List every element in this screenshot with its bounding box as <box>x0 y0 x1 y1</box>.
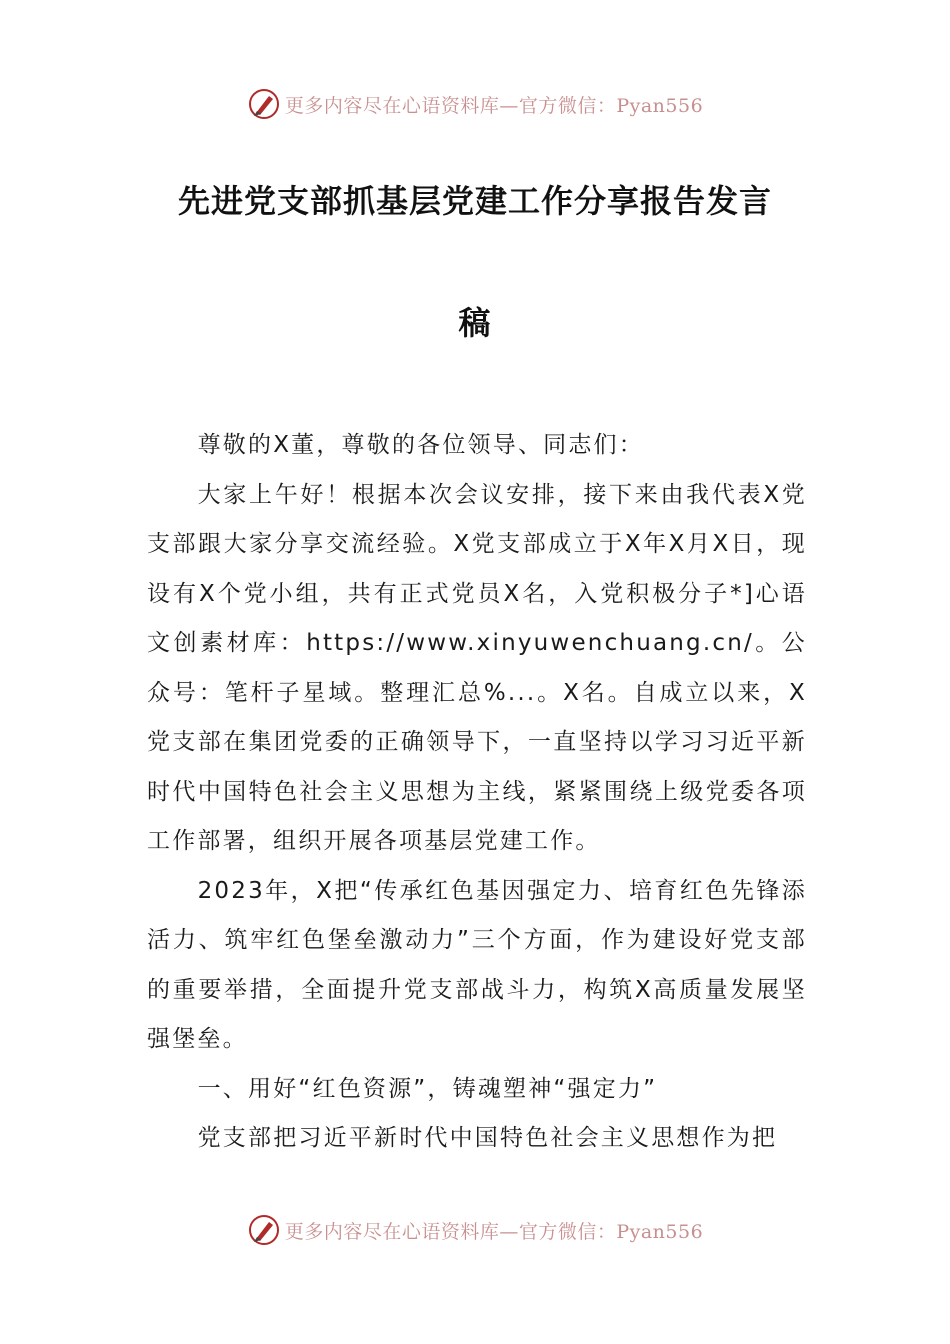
body-paragraph: 党支部把习近平新时代中国特色社会主义思想作为把 <box>197 1125 778 1151</box>
pen-nib-logo-icon <box>247 87 281 121</box>
watermark-banner-top <box>0 84 950 124</box>
watermark-text: 更多内容尽在心语资料库—官方微信：Pyan556 <box>284 1220 704 1243</box>
document-title-line-2: 稿 <box>458 304 492 342</box>
body-paragraph: 大家上午好！根据本次会议安排，接下来由我代表X党支部跟大家分享交流经验。X党支部成立于X年X月X日，现设有X个党小组，共有正式党员X名，入党积极分子*]心语文创素材库：https://www.xinyuwenchuang.cn/。公众号：笔杆子星域。整理汇总%...。X名。自成立以来，X党支部在集团党委的正确领导下，一直坚持以学习习近平新时代中国特色社会主义思想为主线，紧紧围绕上级党委各项工作部署，组织开展各项基层党建工作。 <box>147 481 807 854</box>
body-paragraph: 2023年，X把“传承红色基因强定力、培育红色先锋添活力、筑牢红色堡垒激动力”三个方面，作为建设好党支部的重要举措，全面提升党支部战斗力，构筑X高质量发展坚强堡垒。 <box>147 877 807 1052</box>
watermark-text: 更多内容尽在心语资料库—官方微信：Pyan556 <box>284 94 704 117</box>
section-heading: 一、用好“红色资源”，铸魂塑神“强定力” <box>197 1075 658 1102</box>
salutation-paragraph: 尊敬的X董，尊敬的各位领导、同志们： <box>197 432 644 458</box>
document-body <box>147 421 807 1164</box>
document-title-line-1: 先进党支部抓基层党建工作分享报告发言 <box>177 182 772 220</box>
pen-nib-logo-icon <box>247 1213 281 1247</box>
watermark-banner-bottom <box>0 1210 950 1250</box>
